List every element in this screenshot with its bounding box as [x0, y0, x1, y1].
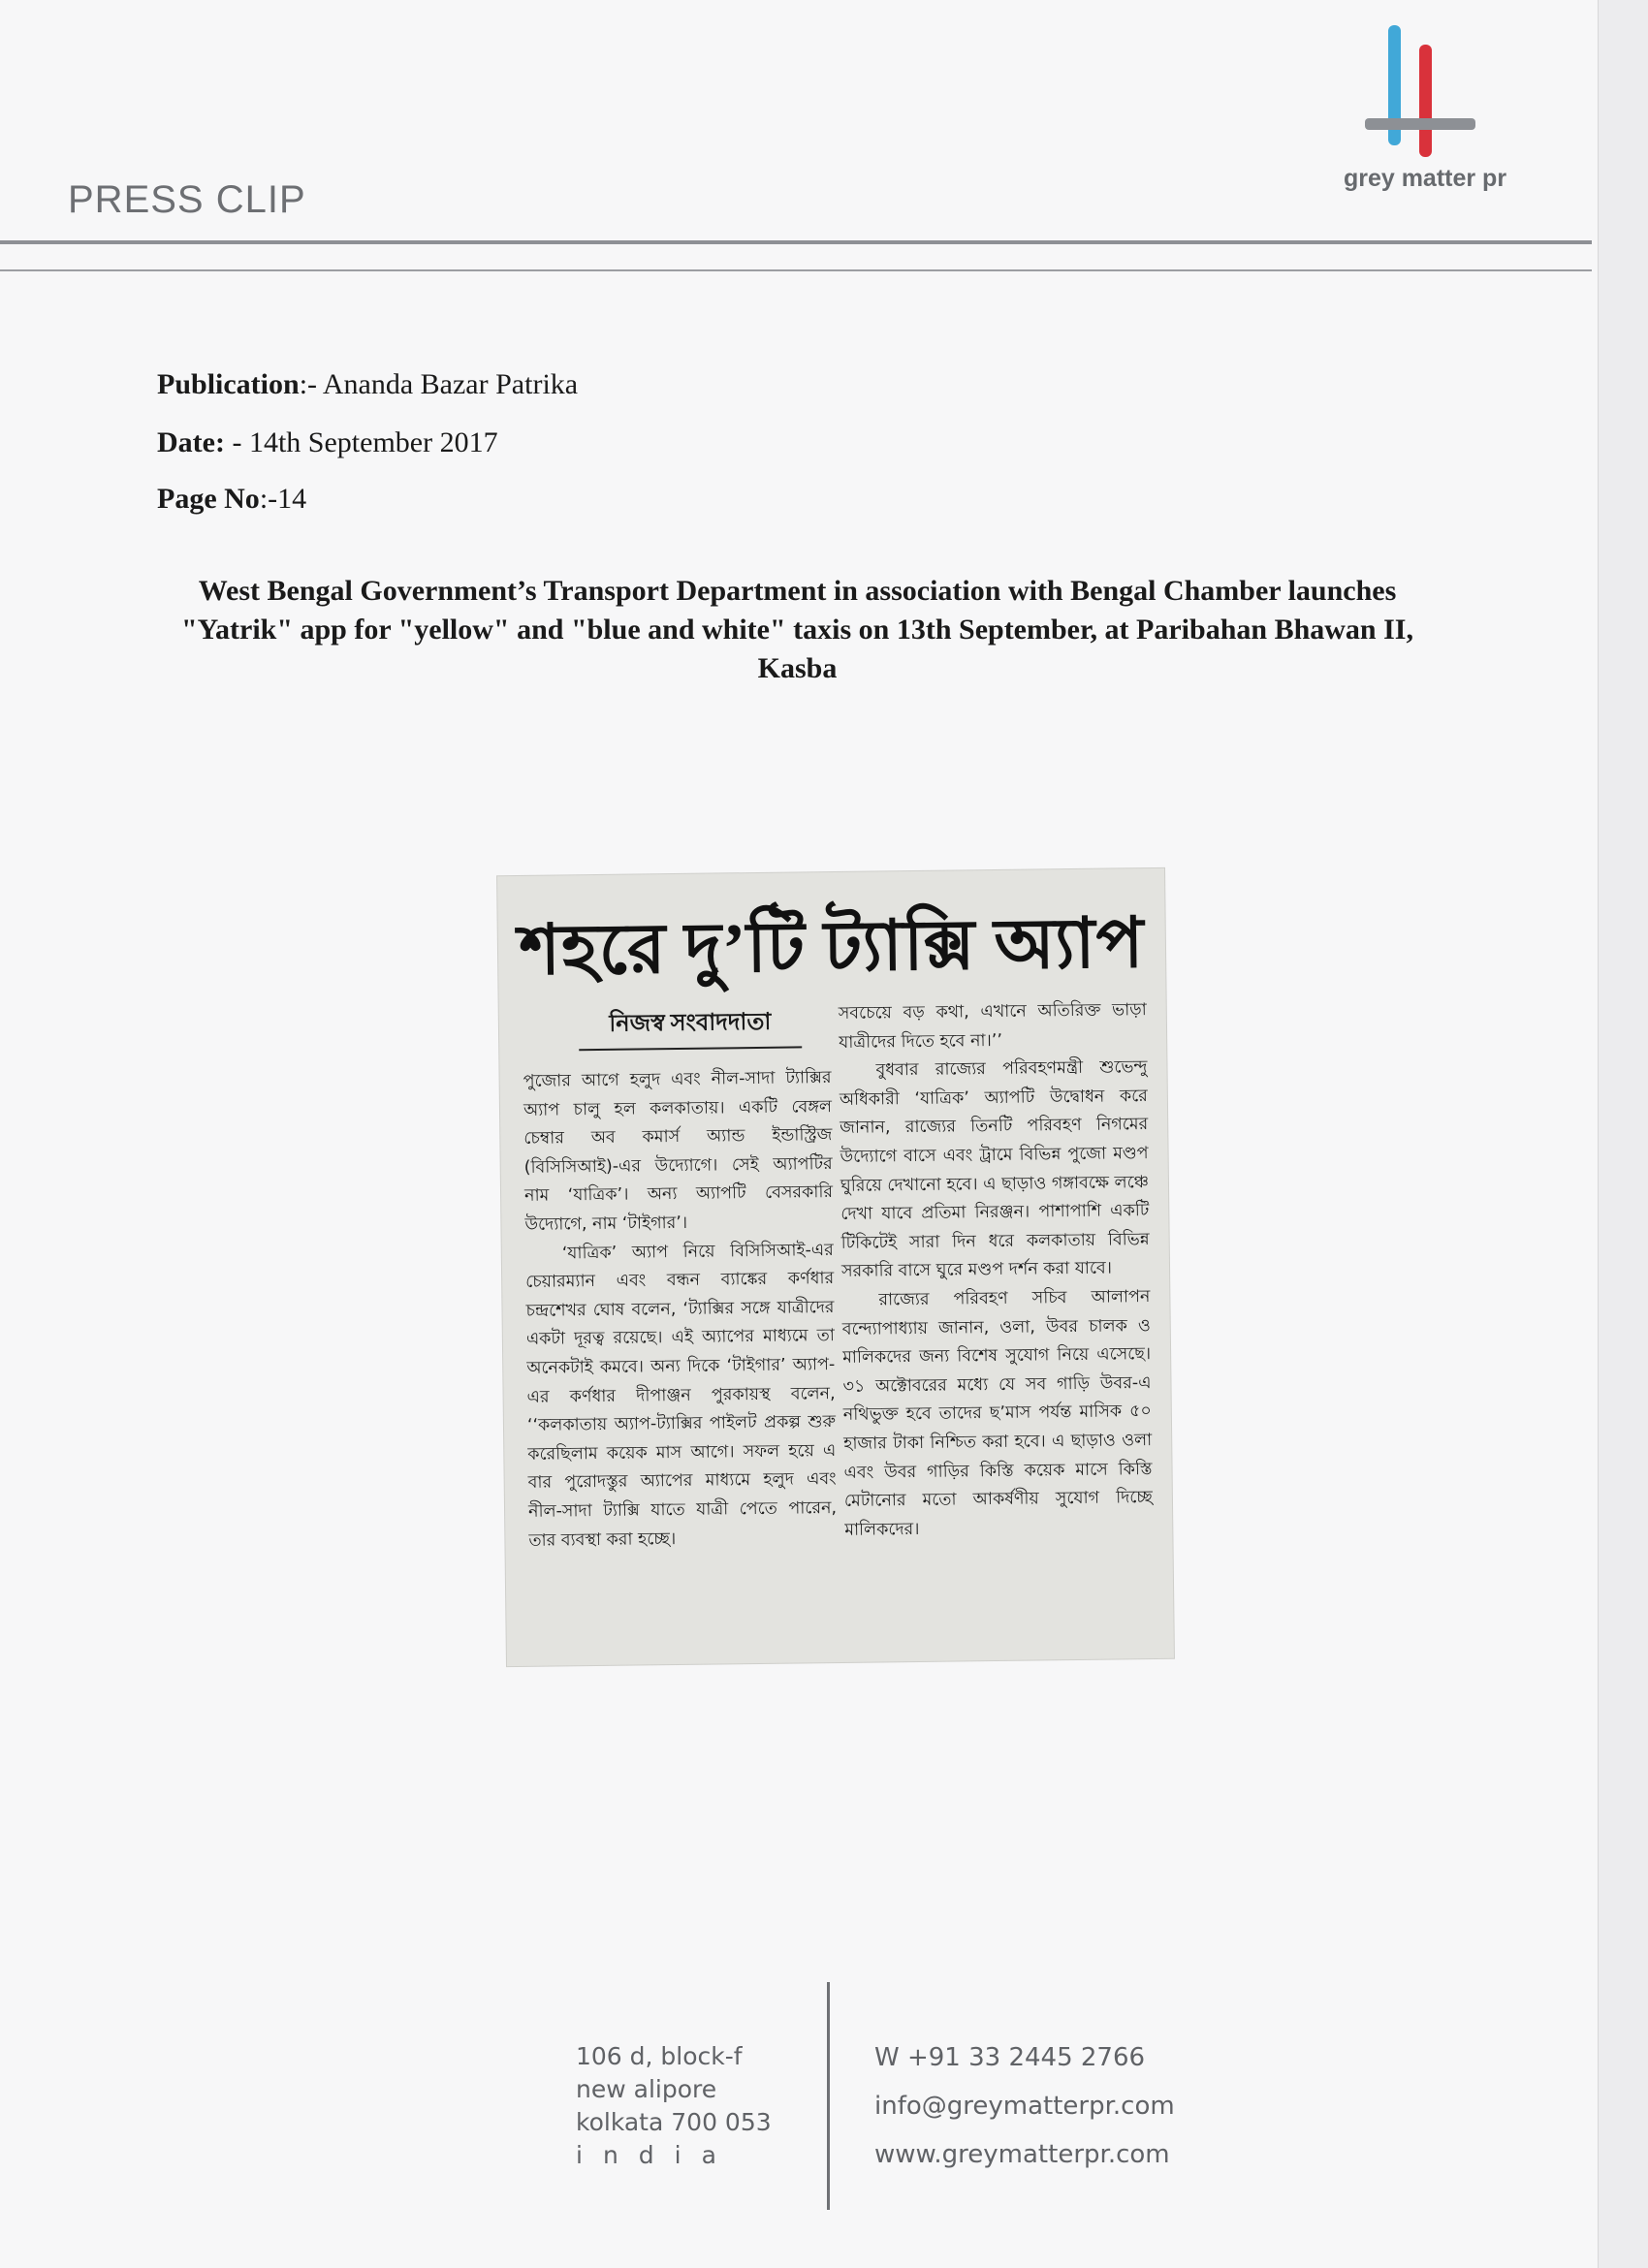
clip-headline: West Bengal Government’s Transport Department in association with Bengal Chamber launches "Yatrik" app for "yellow" and "blue and white" taxis on 13th September, at Paribahan Bhawan II, Kasba	[181, 575, 1413, 684]
clipping-byline: নিজস্ব সংবাদদাতা	[579, 1003, 803, 1051]
clipping-paragraph: পুজোর আগে হলুদ এবং নীল-সাদা ট্যাক্সির অ্যাপ চালু হল কলকাতায়। একটি বেঙ্গল চেম্বার অব কমার্স অ্যান্ড ইন্ডাস্ট্রিজ (বিসিসিআই)-এর উদ্যোগে। সেই অ্যাপটির নাম ‘যাত্রিক’। অন্য অ্যাপটি বেসরকারি উদ্যোগে, নাম ‘টাইগার’।	[523, 1068, 834, 1235]
page-number-line	[157, 483, 306, 516]
address-line: kolkata 700 053	[576, 2108, 772, 2136]
clipping-paragraph: রাজ্যের পরিবহণ সচিব আলাপন বন্দ্যোপাধ্যায় জানান, ওলা, উবর চালক ও মালিকদের জন্য বিশেষ সুযোগ নিয়ে এসেছে। ৩১ অক্টোবরের মধ্যে যে সব গাড়ি উবর-এ নথিভুক্ত হবে তাদের ছ’মাস পর্যন্ত মাসিক ৫০ হাজার টাকা নিশ্চিত করা হবে। এ ছাড়াও ওলা এবং উবর গাড়ির কিস্তি কয়েক মাসে কিস্তি মেটানোর মতো আকর্ষণীয় সুযোগ দিচ্ছে মালিকদের।	[841, 1286, 1154, 1540]
footer-phone: W +91 33 2445 2766	[874, 2043, 1146, 2072]
newspaper-clipping	[497, 868, 1174, 1666]
address-line: 106 d, block-f	[576, 2042, 743, 2070]
clipping-title: শহরে দু’টি ট্যাক্সি অ্যাপ	[518, 904, 1145, 990]
clipping-paragraph: সবচেয়ে বড় কথা, এখানে অতিরিক্ত ভাড়া যাত্রীদের দিতে হবে না।’’	[838, 1000, 1147, 1053]
publication-label: Publication	[157, 368, 300, 400]
scan-page-edge	[1598, 0, 1648, 2268]
brand-logo	[1328, 21, 1522, 205]
header-rule	[0, 240, 1592, 244]
footer-website[interactable]: www.greymatterpr.com	[874, 2140, 1170, 2169]
date-line	[157, 426, 498, 459]
footer-contact	[874, 2033, 1223, 2179]
footer-divider	[827, 1982, 830, 2210]
clipping-paragraph: ‘যাত্রিক’ অ্যাপ নিয়ে বিসিসিআই-এর চেয়ারম্যান এবং বন্ধন ব্যাঙ্কের কর্ণধার চন্দ্রশেখর ঘোষ বলেন, ‘ট্যাক্সির সঙ্গে যাত্রীদের একটা দূরত্ব রয়েছে। এই অ্যাপের মাধ্যমে তা অনেকটাই কমবে। অন্য দিকে ‘টাইগার’ অ্যাপ-এর কর্ণধার দীপাঞ্জন পুরকায়স্থ বলেন, ‘‘কলকাতায় অ্যাপ-ট্যাক্সির পাইলট প্রকল্প শুরু করেছিলাম কয়েক মাস আগে। সফল হয়ে এ বার পুরোদস্তুর অ্যাপের মাধ্যমে হলুদ এবং নীল-সাদা ট্যাক্সি যাতে যাত্রী পেতে পারেন, তার ব্যবস্থা করা হচ্ছে।	[525, 1240, 838, 1551]
footer-address	[576, 2040, 808, 2172]
publication-value: :- Ananda Bazar Patrika	[299, 368, 579, 400]
brand-name: grey matter pr	[1343, 165, 1507, 192]
address-line: new alipore	[576, 2075, 717, 2103]
press-clip-label: PRESS CLIP	[68, 178, 306, 221]
date-label: Date:	[157, 426, 225, 458]
brand-mark-icon	[1328, 21, 1522, 167]
date-value: - 14th September 2017	[224, 426, 498, 458]
header-rule-secondary	[0, 269, 1592, 271]
clipping-paragraph: বুধবার রাজ্যের পরিবহণমন্ত্রী শুভেন্দু অধিকারী ‘যাত্রিক’ অ্যাপটি উদ্বোধন করে জানান, রাজ্যের তিনটি পরিবহণ নিগমের উদ্যোগে বাসে এবং ট্রামে বিভিন্ন পুজো মণ্ডপ ঘুরিয়ে দেখানো হবে। এ ছাড়াও গঙ্গাবক্ষে লঞ্চে দেখা যাবে প্রতিমা নিরঞ্জন। পাশাপাশি একটি টিকিটেই সারা দিন ধরে কলকাতায় বিভিন্ন সরকারি বাসে ঘুরে মণ্ডপ দর্শন করা যাবে।	[839, 1057, 1150, 1282]
page-number-value: :-14	[259, 483, 307, 515]
page-number-label: Page No	[157, 483, 260, 515]
address-country: india	[576, 2141, 737, 2169]
clipping-right-column	[839, 996, 1154, 1545]
footer-email[interactable]: info@greymatterpr.com	[874, 2092, 1175, 2121]
publication-line	[157, 368, 578, 401]
clipping-left-column	[523, 1064, 837, 1556]
